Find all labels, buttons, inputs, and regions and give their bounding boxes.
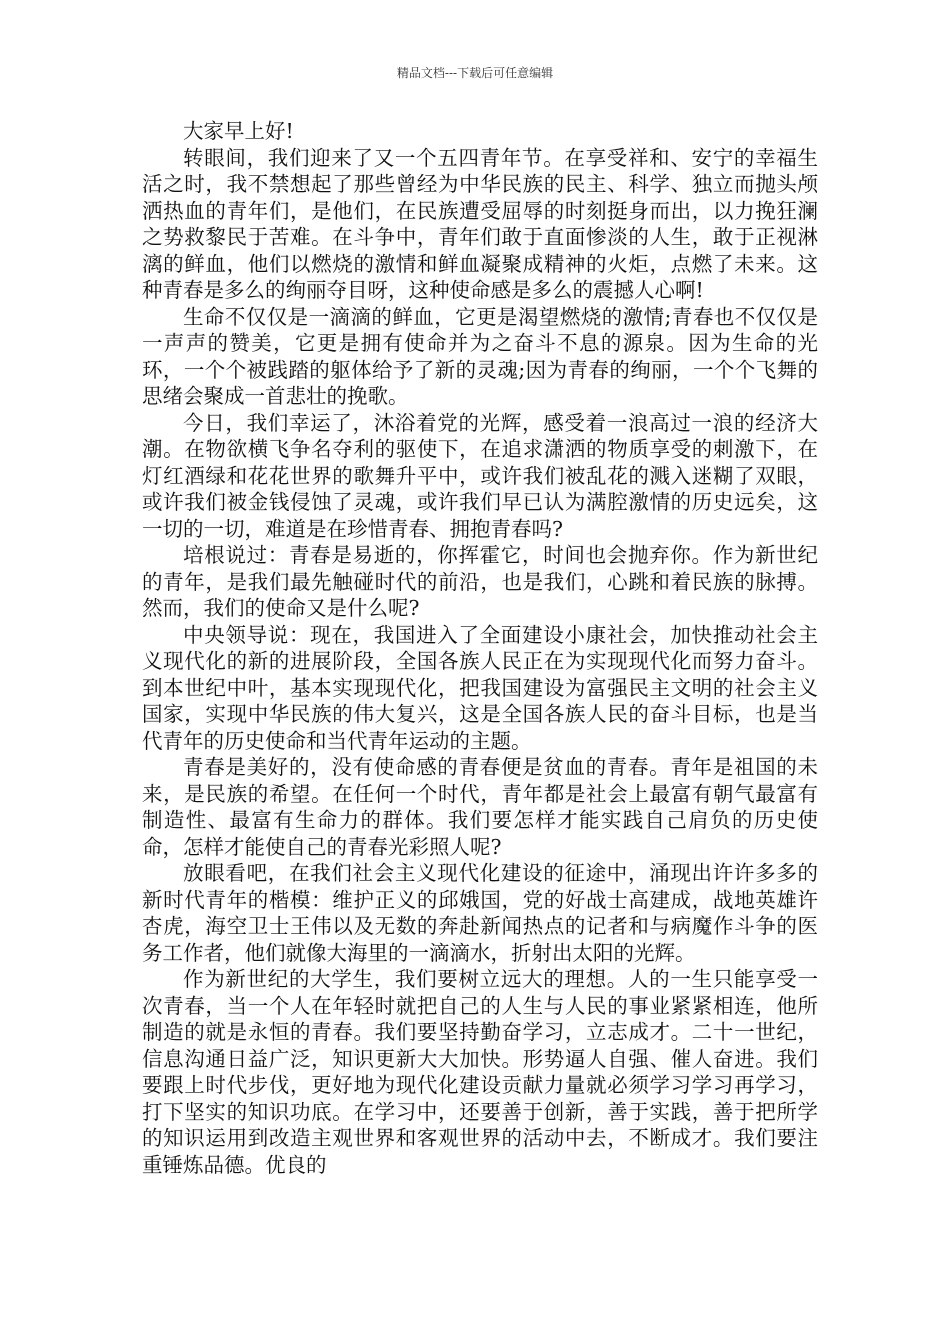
paragraph: 放眼看吧，在我们社会主义现代化建设的征途中，涌现出许许多多的新时代青年的楷模：维护正义的邱娥国，党的好战士高建成，战地英雄许杏虎，海空卫士王伟以及无数的奔赴新闻热点的记者和与病魔作斗争的医务工作者，他们就像大海里的一滴滴水，折射出太阳的光辉。 [142,861,818,965]
paragraph: 作为新世纪的大学生，我们要树立远大的理想。人的一生只能享受一次青春，当一个人在年轻时就把自己的人生与人民的事业紧紧相连，他所制造的就是永恒的青春。我们要坚持勤奋学习，立志成才。二十一世纪，信息沟通日益广泛，知识更新大大加快。形势逼人自强、催人奋进。我们要跟上时代步伐，更好地为现代化建设贡献力量就必须学习学习再学习，打下坚实的知识功底。在学习中，还要善于创新，善于实践，善于把所学的知识运用到改造主观世界和客观世界的活动中去，不断成才。我们要注重锤炼品德。优良的 [142,967,818,1177]
article-body [142,118,818,1178]
paragraph: 生命不仅仅是一滴滴的鲜血，它更是渴望燃烧的激情;青春也不仅仅是一声声的赞美，它更是拥有使命并为之奋斗不息的源泉。因为生命的光环，一个个被践踏的躯体给予了新的灵魂;因为青春的绚丽，一个个飞舞的思绪会聚成一首悲壮的挽歌。 [142,304,818,408]
page-header: 精品文档---下载后可任意编辑 [396,66,554,80]
greeting: 大家早上好! [183,119,294,143]
paragraph: 青春是美好的，没有使命感的青春便是贫血的青春。青年是祖国的未来，是民族的希望。在任何一个时代，青年都是社会上最富有朝气最富有制造性、最富有生命力的群体。我们要怎样才能实践自己肩负的历史使命，怎样才能使自己的青春光彩照人呢? [142,755,818,859]
paragraph: 中央领导说：现在，我国进入了全面建设小康社会，加快推动社会主义现代化的新的进展阶段，全国各族人民正在为实现现代化而努力奋斗。到本世纪中叶，基本实现现代化，把我国建设为富强民主文明的社会主义国家，实现中华民族的伟大复兴，这是全国各族人民的奋斗目标，也是当代青年的历史使命和当代青年运动的主题。 [142,622,818,753]
paragraph: 今日，我们幸运了，沐浴着党的光辉，感受着一浪高过一浪的经济大潮。在物欲横飞争名夺利的驱使下，在追求潇洒的物质享受的刺激下，在灯红酒绿和花花世界的歌舞升平中，或许我们被乱花的溅入迷糊了双眼，或许我们被金钱侵蚀了灵魂，或许我们早已认为满腔激情的历史远矣，这一切的一切，难道是在珍惜青春、拥抱青春吗? [142,410,818,541]
paragraph: 培根说过：青春是易逝的，你挥霍它，时间也会抛弃你。作为新世纪的青年，是我们最先触碰时代的前沿，也是我们，心跳和着民族的脉搏。然而，我们的使命又是什么呢? [142,543,818,620]
paragraph: 转眼间，我们迎来了又一个五四青年节。在享受祥和、安宁的幸福生活之时，我不禁想起了那些曾经为中华民族的民主、科学、独立而抛头颅洒热血的青年们，是他们，在民族遭受屈辱的时刻挺身而出，以力挽狂澜之势救黎民于苦难。在斗争中，青年们敢于直面惨淡的人生，敢于正视淋漓的鲜血，他们以燃烧的激情和鲜血凝聚成精神的火炬，点燃了未来。这种青春是多么的绚丽夺目呀，这种使命感是多么的震撼人心啊! [142,145,818,302]
